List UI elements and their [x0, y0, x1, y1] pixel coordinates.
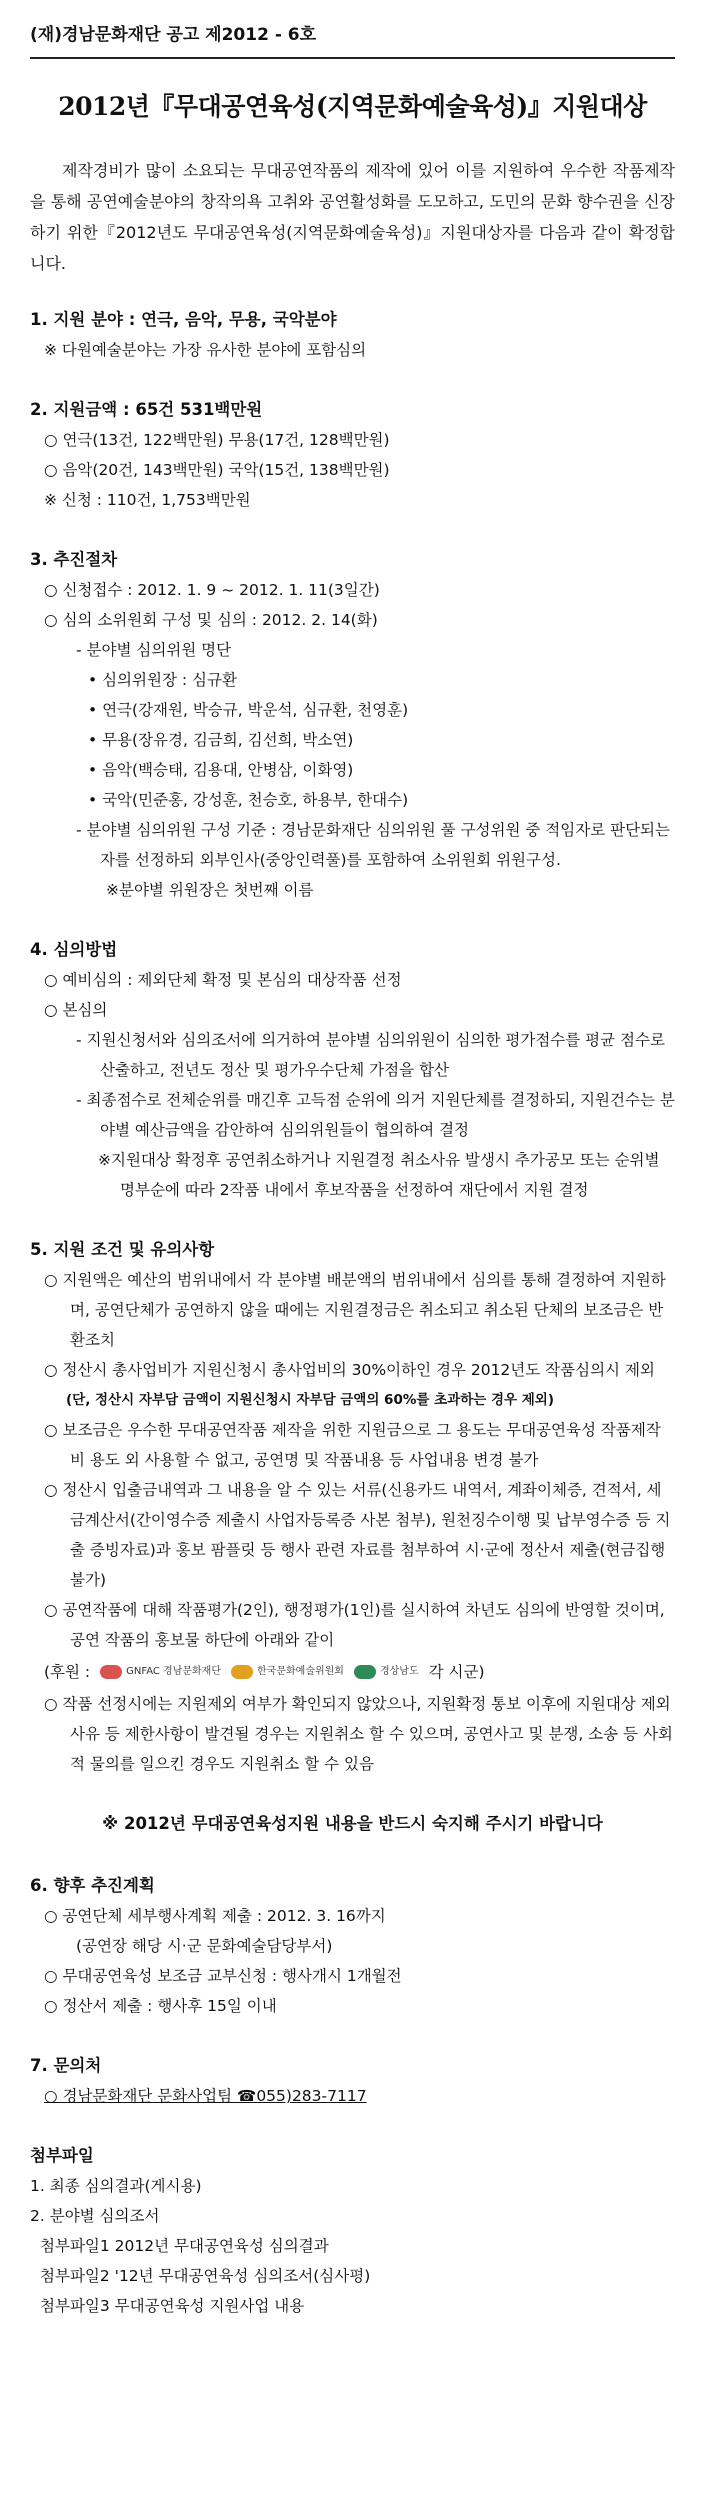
list-item: ○ 연극(13건, 122백만원) 무용(17건, 128백만원)	[44, 431, 390, 449]
intro-paragraph: 제작경비가 많이 소요되는 무대공연작품의 제작에 있어 이를 지원하여 우수한 작품제작을 통해 공연예술분야의 창작의욕 고취와 공연활성화를 도모하고, 도민의 문화 향수권을 신장하기 위한『2012년도 무대공연육성(지역문화예술육성)』지원대상자를 다음과 같이 확정합니다.	[30, 161, 675, 273]
list-item: ○ 신청접수 : 2012. 1. 9 ~ 2012. 1. 11(3일간)	[44, 581, 380, 599]
attachment-item: 1. 최종 심의결과(게시용)	[30, 2177, 202, 2195]
attachment-file-link[interactable]: 첨부파일2 '12년 무대공연육성 심의조서(심사평)	[40, 2267, 371, 2285]
committee-member: • 음악(백승태, 김용대, 안병삼, 이화영)	[88, 761, 354, 779]
note-text: ※지원대상 확정후 공연취소하거나 지원결정 취소사유 발생시 추가공모 또는 순위별 명부순에 따라 2작품 내에서 후보작품을 선정하여 재단에서 지원 결정	[98, 1151, 660, 1199]
section-title: 2. 지원금액 : 65건 531백만원	[30, 400, 263, 419]
list-item: ○ 공연작품에 대해 작품평가(2인), 행정평가(1인)를 실시하여 차년도 심의에 반영할 것이며, 공연 작품의 홍보물 하단에 아래와 같이	[44, 1601, 665, 1649]
committee-member: • 연극(강재원, 박승규, 박운석, 심규환, 천영훈)	[88, 701, 409, 719]
section-procedure	[30, 545, 675, 905]
note-text: ※ 다원예술분야는 가장 유사한 분야에 포함심의	[44, 341, 367, 359]
section-title: 3. 추진절차	[30, 550, 118, 569]
section-title: 5. 지원 조건 및 유의사항	[30, 1240, 215, 1259]
attachment-file-link[interactable]: 첨부파일3 무대공연육성 지원사업 내용	[40, 2297, 305, 2315]
section-future-plan	[30, 1871, 675, 2021]
committee-member: • 심의위원장 : 심규환	[88, 671, 237, 689]
sponsor-suffix: 각 시군)	[428, 1663, 485, 1681]
announcement-document	[30, 20, 675, 2351]
list-item: ○ 심의 소위원회 구성 및 심의 : 2012. 2. 14(화)	[44, 611, 378, 629]
section-title: 6. 향후 추진계획	[30, 1876, 155, 1895]
list-item: ○ 정산시 입출금내역과 그 내용을 알 수 있는 서류(신용카드 내역서, 계좌이체증, 견적서, 세금계산서(간이영수증 제출시 사업자등록증 사본 첨부), 원천징수이행 및 납부영수증 등 지출 증빙자료)과 홍보 팜플릿 등 행사 관련 자료를 첨부하여 시·군에 정산서 제출(현금집행 불가)	[44, 1481, 671, 1589]
list-item: ○ 정산시 총사업비가 지원신청시 총사업비의 30%이하인 경우 2012년도 작품심의시 제외	[44, 1361, 655, 1379]
list-item: ○ 지원액은 예산의 범위내에서 각 분야별 배분액의 범위내에서 심의를 통해 결정하여 지원하며, 공연단체가 공연하지 않을 때에는 지원결정금은 취소되고 취소된 단체의 보조금은 반환조치	[44, 1271, 666, 1349]
emphasis-note: (단, 정산시 자부담 금액이 지원신청시 자부담 금액의 60%를 초과하는 경우 제외)	[66, 1392, 555, 1408]
section-review-method	[30, 935, 675, 1205]
note-text: ※ 신청 : 110건, 1,753백만원	[44, 491, 251, 509]
list-item: - 최종점수로 전체순위를 매긴후 고득점 순위에 의거 지원단체를 결정하되, 지원건수는 분야별 예산금액을 감안하여 심의위원들이 협의하여 결정	[76, 1091, 675, 1139]
list-item: - 지원신청서와 심의조서에 의거하여 분야별 심의위원이 심의한 평가점수를 평균 점수로 산출하고, 전년도 정산 및 평가우수단체 가점을 합산	[76, 1031, 665, 1079]
committee-member: • 국악(민준홍, 강성훈, 천승호, 하용부, 한대수)	[88, 791, 409, 809]
gnfac-logo-icon	[100, 1665, 122, 1679]
list-item: ○ 보조금은 우수한 무대공연작품 제작을 위한 지원금으로 그 용도는 무대공연육성 작품제작비 용도 외 사용할 수 없고, 공연명 및 작품내용 등 사업내용 변경 불가	[44, 1421, 661, 1469]
gnfac-logo	[100, 1655, 221, 1689]
list-item: ○ 공연단체 세부행사계획 제출 : 2012. 3. 16까지	[44, 1907, 386, 1925]
section-support-amount	[30, 395, 675, 515]
list-item: ○ 예비심의 : 제외단체 확정 및 본심의 대상작품 선정	[44, 971, 402, 989]
note-text: ※분야별 위원장은 첫번째 이름	[106, 881, 314, 899]
attachments-title: 첨부파일	[30, 2146, 94, 2165]
contact-info: ○ 경남문화재단 문화사업팀 ☎055)283-7117	[44, 2087, 367, 2105]
gyeongnam-logo-text: 경상남도	[379, 1666, 419, 1677]
section-contact	[30, 2051, 675, 2111]
sponsor-prefix: (후원 :	[44, 1663, 91, 1681]
page-title: 2012년『무대공연육성(지역문화예술육성)』지원대상	[58, 92, 647, 121]
attachment-item: 2. 분야별 심의조서	[30, 2207, 160, 2225]
gnfac-logo-text: GNFAC 경남문화재단	[126, 1666, 222, 1677]
important-remark: ※ 2012년 무대공연육성지원 내용을 반드시 숙지해 주시기 바랍니다	[102, 1814, 603, 1833]
sponsor-line	[30, 1655, 675, 1689]
header-divider	[30, 57, 675, 59]
list-item: - 분야별 심의위원 명단	[76, 641, 232, 659]
arko-logo	[231, 1655, 344, 1689]
section-title: 7. 문의처	[30, 2056, 102, 2075]
list-item: - 분야별 심의위원 구성 기준 : 경남문화재단 심의위원 풀 구성위원 중 적임자로 판단되는 자를 선정하되 외부인사(중앙인력풀)를 포함하여 소위원회 위원구성.	[76, 821, 670, 869]
gyeongnam-logo	[354, 1655, 419, 1689]
section-title: 1. 지원 분야 : 연극, 음악, 무용, 국악분야	[30, 310, 337, 329]
arko-logo-icon	[231, 1665, 253, 1679]
section-title: 4. 심의방법	[30, 940, 118, 959]
committee-member: • 무용(장유경, 김금희, 김선희, 박소연)	[88, 731, 354, 749]
list-item: ○ 정산서 제출 : 행사후 15일 이내	[44, 1997, 277, 2015]
section-support-fields	[30, 305, 675, 365]
gyeongnam-logo-icon	[354, 1665, 376, 1679]
section-conditions	[30, 1235, 675, 1779]
list-item: (공연장 해당 시·군 문화예술담당부서)	[76, 1937, 333, 1955]
notice-number: (재)경남문화재단 공고 제2012 - 6호	[30, 25, 317, 45]
section-attachments	[30, 2141, 675, 2321]
arko-logo-text: 한국문화예술위원회	[257, 1666, 344, 1677]
list-item: ○ 음악(20건, 143백만원) 국악(15건, 138백만원)	[44, 461, 390, 479]
list-item: ○ 작품 선정시에는 지원제외 여부가 확인되지 않았으나, 지원확정 통보 이후에 지원대상 제외사유 등 제한사항이 발견될 경우는 지원취소 할 수 있으며, 공연사고 및 분쟁, 소송 등 사회적 물의를 일으킨 경우도 지원취소 할 수 있음	[44, 1695, 673, 1773]
attachment-file-link[interactable]: 첨부파일1 2012년 무대공연육성 심의결과	[40, 2237, 329, 2255]
list-item: ○ 본심의	[44, 1001, 108, 1019]
list-item: ○ 무대공연육성 보조금 교부신청 : 행사개시 1개월전	[44, 1967, 402, 1985]
